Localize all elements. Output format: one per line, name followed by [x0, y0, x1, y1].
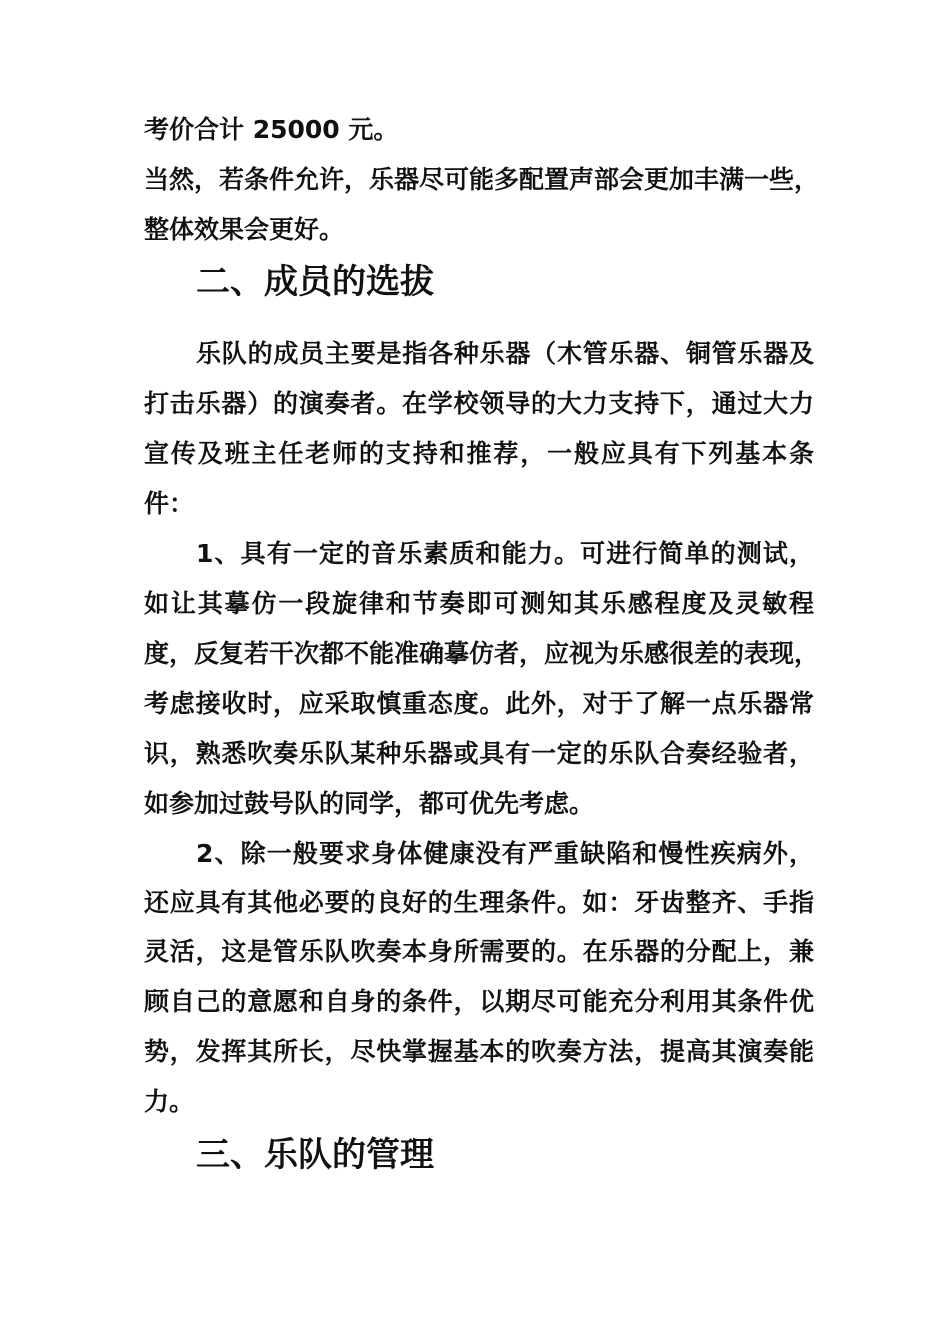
body-text-line: 当然，若条件允许，乐器尽可能多配置声部会更加丰满一些，	[144, 165, 820, 194]
body-text-line: 势，发挥其所长，尽快掌握基本的吹奏方法，提高其演奏能	[144, 1037, 814, 1066]
body-text-line: 如参加过鼓号队的同学，都可优先考虑。	[144, 789, 595, 818]
body-text-line: 如让其摹仿一段旋律和节奏即可测知其乐感程度及灵敏程	[144, 589, 814, 618]
body-text-line: 识，熟悉吹奏乐队某种乐器或具有一定的乐队合奏经验者，	[144, 739, 814, 768]
body-text-line: 1、具有一定的音乐素质和能力。可进行简单的测试，	[196, 539, 814, 568]
body-text-line: 乐队的成员主要是指各种乐器（木管乐器、铜管乐器及	[196, 339, 814, 368]
body-text-line: 顾自己的意愿和自身的条件，以期尽可能充分利用其条件优	[144, 987, 814, 1016]
section-heading-2: 二、成员的选拔	[196, 262, 434, 302]
body-text-line: 整体效果会更好。	[144, 215, 345, 244]
body-text-line: 考虑接收时，应采取慎重态度。此外，对于了解一点乐器常	[144, 689, 814, 718]
body-text-line: 还应具有其他必要的良好的生理条件。如：牙齿整齐、手指	[144, 888, 814, 917]
body-text-line: 宣传及班主任老师的支持和推荐，一般应具有下列基本条	[144, 439, 814, 468]
body-text-line: 力。	[144, 1087, 195, 1116]
body-text-line: 灵活，这是管乐队吹奏本身所需要的。在乐器的分配上，兼	[144, 937, 814, 966]
body-text-line: 打击乐器）的演奏者。在学校领导的大力支持下，通过大力	[144, 389, 814, 418]
section-heading-3: 三、乐队的管理	[196, 1135, 434, 1175]
body-text-line: 度，反复若干次都不能准确摹仿者，应视为乐感很差的表现，	[144, 639, 820, 668]
body-text-line: 考价合计 25000 元。	[144, 115, 399, 144]
body-text-line: 2、除一般要求身体健康没有严重缺陷和慢性疾病外，	[196, 839, 814, 868]
body-text-line: 件：	[144, 489, 195, 518]
